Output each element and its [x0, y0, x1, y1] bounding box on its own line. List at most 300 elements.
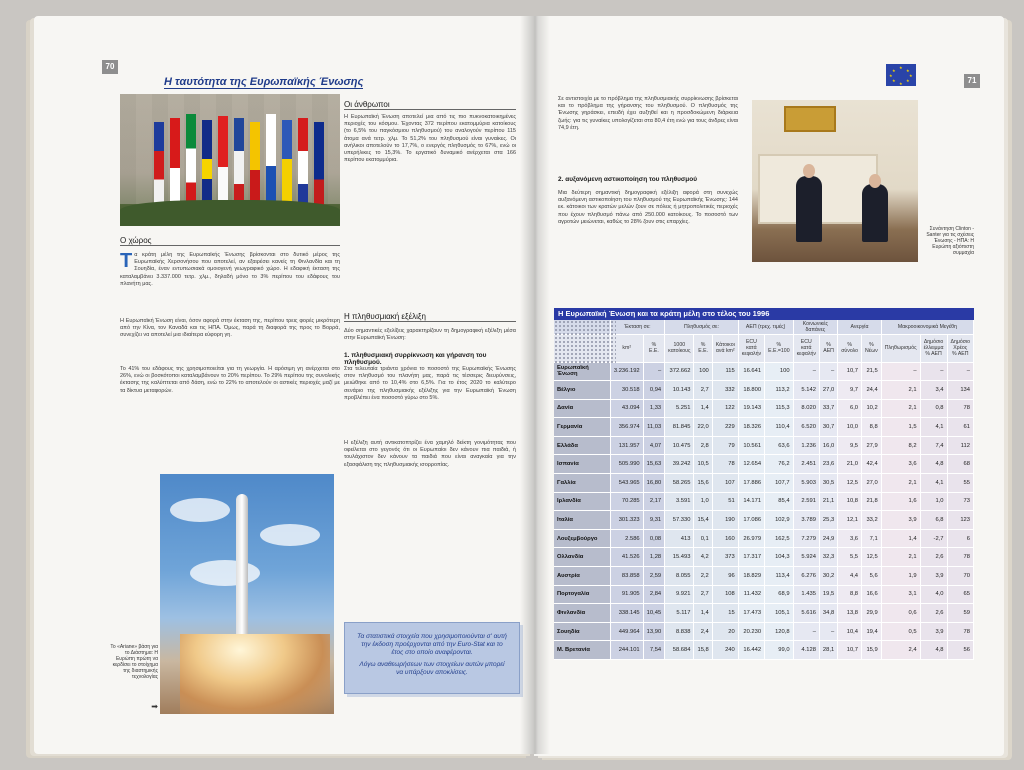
- table-cell: 26.979: [738, 529, 764, 548]
- table-cell: 91.905: [610, 585, 643, 604]
- table-sub-header: % Ε.Ε.: [643, 334, 665, 362]
- table-cell: 85,4: [765, 492, 793, 511]
- table-cell: 70: [947, 567, 973, 586]
- table-cell: 61: [947, 418, 973, 437]
- table-cell: 373: [712, 548, 738, 567]
- table-sub-header: km²: [610, 334, 643, 362]
- table-row: [554, 362, 974, 381]
- section-heading-population: Η πληθυσμιακή εξέλιξη: [344, 312, 516, 322]
- table-cell: 543.965: [610, 474, 643, 493]
- table-cell: 34,8: [819, 604, 837, 623]
- table-cell: 8,2: [881, 436, 920, 455]
- table-cell: 1,4: [881, 529, 920, 548]
- table-cell: –: [947, 362, 973, 381]
- table-cell: 12.654: [738, 455, 764, 474]
- table-cell: 5.616: [793, 604, 819, 623]
- table-cell: 9,5: [838, 436, 862, 455]
- table-cell: 16,0: [819, 436, 837, 455]
- table-cell: 413: [665, 529, 694, 548]
- table-cell: 17.886: [738, 474, 764, 493]
- group-header-population: Πληθυσμός σε:: [665, 320, 739, 334]
- table-cell: 1,4: [694, 399, 712, 418]
- table-cell: 58.684: [665, 641, 694, 660]
- table-cell: 2,1: [881, 474, 920, 493]
- table-cell: 10,4: [838, 622, 862, 641]
- table-sub-header: Δημόσιο έλλειμμα % ΑΕΠ: [920, 334, 947, 362]
- table-cell: 2,7: [694, 585, 712, 604]
- table-row-country: Φινλανδία: [554, 604, 610, 623]
- table-cell: 1,0: [920, 492, 947, 511]
- section-heading-space: Ο χώρος: [120, 236, 340, 246]
- table-cell: 301.323: [610, 511, 643, 530]
- table-cell: 134: [947, 381, 973, 400]
- table-cell: 12,5: [838, 474, 862, 493]
- table-cell: 0,8: [920, 399, 947, 418]
- table-row-country: Μ. Βρετανία: [554, 641, 610, 660]
- table-cell: 27,0: [819, 381, 837, 400]
- table-cell: 58.265: [665, 474, 694, 493]
- table-cell: 1,33: [643, 399, 665, 418]
- table-cell: 15,63: [643, 455, 665, 474]
- table-row: [554, 567, 974, 586]
- table-cell: 6.520: [793, 418, 819, 437]
- table-cell: 3,6: [838, 529, 862, 548]
- table-cell: 2,1: [881, 399, 920, 418]
- population-paragraph-2: Η εξέλιξη αυτή αντικατοπτρίζει ένα χαμηλό δείκτη γονιμότητας που οφείλεται στο γεγονός ότι οι Ευρωπαίοι δεν κάνουν πια παιδιά, ή τουλάχιστον δεν κάνουν τα παιδιά που είναι αναγκαία για την εξασφάλιση της πληθυσμιακής ισορροπίας.: [344, 440, 516, 468]
- table-cell: 43.094: [610, 399, 643, 418]
- table-cell: 21,8: [862, 492, 882, 511]
- table-sub-header: Κάτοικοι ανά km²: [712, 334, 738, 362]
- table-row-country: Λουξεμβούργο: [554, 529, 610, 548]
- arrow-pointer-icon: ➡: [151, 702, 158, 711]
- table-cell: 8.020: [793, 399, 819, 418]
- table-cell: 104,3: [765, 548, 793, 567]
- table-cell: 10.561: [738, 436, 764, 455]
- table-cell: 2,7: [694, 381, 712, 400]
- table-cell: 13,8: [838, 604, 862, 623]
- table-row-country: Σουηδία: [554, 622, 610, 641]
- table-cell: 2,4: [694, 622, 712, 641]
- table-row: [554, 381, 974, 400]
- table-cell: 3,6: [881, 455, 920, 474]
- table-cell: 5.903: [793, 474, 819, 493]
- table-title: Η Ευρωπαϊκή Ένωση και τα κράτη μέλη στο τέλος του 1996: [554, 308, 974, 320]
- note-box: [344, 622, 520, 694]
- table-cell: 33,7: [819, 399, 837, 418]
- table-cell: 24,9: [819, 529, 837, 548]
- table-cell: 16.442: [738, 641, 764, 660]
- table-cell: 4,8: [920, 641, 947, 660]
- table-cell: 59: [947, 604, 973, 623]
- table-cell: 2,6: [920, 604, 947, 623]
- note-line-1: Τα στατιστικά στοιχεία που χρησιμοποιούνται σ' αυτή την έκδοση προέρχονται από την Euro-Stat και το έτος στο οποίο αναφέρονται.: [357, 633, 507, 656]
- table-cell: 9,7: [838, 381, 862, 400]
- table-cell: 9.921: [665, 585, 694, 604]
- table-cell: 10,7: [838, 641, 862, 660]
- table-cell: 108: [712, 585, 738, 604]
- table-cell: 2,8: [694, 436, 712, 455]
- statistics-table: [554, 320, 974, 660]
- table-cell: 27,0: [862, 474, 882, 493]
- table-sub-header: % Νέων: [862, 334, 882, 362]
- table-row-country: Ευρωπαϊκή Ένωση: [554, 362, 610, 381]
- table-cell: –: [819, 362, 837, 381]
- table-cell: 78: [947, 622, 973, 641]
- table-cell: 2,59: [643, 567, 665, 586]
- table-cell: 70.285: [610, 492, 643, 511]
- table-cell: 7,54: [643, 641, 665, 660]
- table-cell: 8.838: [665, 622, 694, 641]
- table-row-country: Ιρλανδία: [554, 492, 610, 511]
- table-cell: 28,1: [819, 641, 837, 660]
- table-cell: 10.143: [665, 381, 694, 400]
- table-cell: 57.330: [665, 511, 694, 530]
- table-cell: 0,6: [881, 604, 920, 623]
- table-cell: 113,4: [765, 567, 793, 586]
- table-cell: 131.957: [610, 436, 643, 455]
- table-cell: 3.236.192: [610, 362, 643, 381]
- table-cell: 5.924: [793, 548, 819, 567]
- table-cell: 10,7: [838, 362, 862, 381]
- table-cell: 3,9: [920, 567, 947, 586]
- table-cell: 229: [712, 418, 738, 437]
- table-row: [554, 529, 974, 548]
- page-number-left: 70: [102, 60, 118, 74]
- table-cell: 4,8: [920, 455, 947, 474]
- table-cell: 2,1: [881, 381, 920, 400]
- table-cell: 1.236: [793, 436, 819, 455]
- table-cell: 21,0: [838, 455, 862, 474]
- table-row: [554, 418, 974, 437]
- table-cell: 15.493: [665, 548, 694, 567]
- table-cell: 18.326: [738, 418, 764, 437]
- table-row-country: Ισπανία: [554, 455, 610, 474]
- table-cell: 2,2: [694, 567, 712, 586]
- table-cell: 16,80: [643, 474, 665, 493]
- table-cell: 2,84: [643, 585, 665, 604]
- table-cell: 73: [947, 492, 973, 511]
- table-cell: –: [819, 622, 837, 641]
- table-cell: 15,4: [694, 511, 712, 530]
- table-cell: 1,5: [881, 418, 920, 437]
- table-cell: 4,0: [920, 585, 947, 604]
- table-cell: 5,6: [862, 567, 882, 586]
- table-cell: 3,4: [920, 381, 947, 400]
- urban-paragraph: Μια δεύτερη σημαντική δημογραφική εξέλιξη αφορά στη συνεχώς αυξανόμενη αστικοποίηση του πληθυσμού της Ευρωπαϊκής Ένωσης: 144 εκ. κάτοικοι των κρατών μελών ζουν σε πόλεις ή μητροπολιτικές περιοχές που έχουν πληθυσμό πάνω από 250.000 κατοίκους. Το ποσοστό των αγροτών μειώνεται, καθώς το 28% ζουν στις επαρχίες.: [558, 190, 738, 225]
- table-row-country: Γαλλία: [554, 474, 610, 493]
- table-corner-sub: [554, 334, 610, 362]
- table-cell: 10,2: [862, 399, 882, 418]
- magazine-spread: [14, 10, 1012, 758]
- table-cell: –: [793, 362, 819, 381]
- table-cell: 65: [947, 585, 973, 604]
- table-cell: 15: [712, 604, 738, 623]
- table-cell: 5.251: [665, 399, 694, 418]
- table-cell: 12,5: [862, 548, 882, 567]
- table-cell: 11.432: [738, 585, 764, 604]
- table-cell: 13,90: [643, 622, 665, 641]
- table-cell: 20: [712, 622, 738, 641]
- group-header-macro: Μακροοικονομικά Μεγέθη: [881, 320, 973, 334]
- table-cell: 17.473: [738, 604, 764, 623]
- table-sub-header: % Ε.Ε.=100: [765, 334, 793, 362]
- table-cell: 42,4: [862, 455, 882, 474]
- table-sub-header: ECU κατά κεφαλήν: [738, 334, 764, 362]
- table-cell: 240: [712, 641, 738, 660]
- table-cell: 505.990: [610, 455, 643, 474]
- table-cell: 23,6: [819, 455, 837, 474]
- table-cell: 3.591: [665, 492, 694, 511]
- table-cell: 8,8: [862, 418, 882, 437]
- table-cell: 68: [947, 455, 973, 474]
- population-subheading: 1. πληθυσμιακή συρρίκνωση και γήρανση του πληθυσμού.: [344, 352, 487, 366]
- table-row: [554, 436, 974, 455]
- table-cell: 63,6: [765, 436, 793, 455]
- table-cell: 7,4: [920, 436, 947, 455]
- table-cell: 6.276: [793, 567, 819, 586]
- people-paragraph: Η Ευρωπαϊκή Ένωση αποτελεί μια από τις πιο πυκνοκατοικημένες περιοχές του κόσμου. Έχοντας 372 περίπου εκατομμύρια κατοίκους (το 6,5% του παγκόσμιου πληθυσμού) του αναλογούν περίπου 115 άτομα ανά τετρ. χλμ. Το 51,2% του πληθυσμού είναι γυναίκες. Οι ανήλικοι αποτελούν το 17,7%, ο ενεργός πληθυσμός το 67%, ενώ οι υπερήλικες το 15,3%. Το εργατικό δυναμικό ανέρχεται στα 166 περίπου εκατομμύρια.: [344, 114, 516, 164]
- table-cell: 10,8: [838, 492, 862, 511]
- table-cell: 25,3: [819, 511, 837, 530]
- table-row: [554, 585, 974, 604]
- table-cell: 55: [947, 474, 973, 493]
- rocket-caption: Το «Ariane» βάση για το Διάστημα: Η Ευρώπη πρώτη να κερδίσει το στοίχημα της διαστημικής τεχνολογίας: [110, 644, 158, 680]
- table-cell: 115: [712, 362, 738, 381]
- table-cell: 112: [947, 436, 973, 455]
- table-sub-header-row: [554, 334, 974, 362]
- group-header-social: Κοινωνικές δαπάνες: [793, 320, 838, 334]
- table-cell: 11,03: [643, 418, 665, 437]
- space-paragraph-3: Το 41% του εδάφους της χρησιμοποιείται για τη γεωργία. Η αρόσιμη γη ανέρχεται στο 26%, ενώ οι βοσκότοποι καταλαμβάνουν το 20% περίπου. Το 29% περίπου της συνολικής έκτασης της καλύπτεται από δάση, ενώ το 22% το αποτελούν οι αστικές περιοχές μαζί με τα δίκτυα μεταφορών.: [120, 366, 340, 394]
- table-cell: 2,17: [643, 492, 665, 511]
- table-cell: 1,6: [881, 492, 920, 511]
- table-cell: 6: [947, 529, 973, 548]
- table-row: [554, 641, 974, 660]
- table-cell: 68,9: [765, 585, 793, 604]
- table-cell: 10.475: [665, 436, 694, 455]
- note-line-2: Λόγω αναθεωρήσεων των στοιχείων αυτών μπορεί να υπάρξουν αποκλίσεις.: [359, 661, 505, 676]
- table-row: [554, 455, 974, 474]
- table-cell: 18.829: [738, 567, 764, 586]
- table-cell: 4,4: [838, 567, 862, 586]
- table-cell: 5,5: [838, 548, 862, 567]
- photo-caption: Συνάντηση Clinton - Santer για τις σχέσεις Ένωσης - ΗΠΑ: Η Ευρώπη αξιόπιστη συμμαχία: [926, 226, 974, 256]
- table-cell: 27,9: [862, 436, 882, 455]
- table-cell: 4,1: [920, 474, 947, 493]
- table-cell: 5.142: [793, 381, 819, 400]
- table-cell: 122: [712, 399, 738, 418]
- table-cell: 7.279: [793, 529, 819, 548]
- table-cell: 6,0: [838, 399, 862, 418]
- table-sub-header: Δημόσιο Χρέος % ΑΕΠ: [947, 334, 973, 362]
- table-cell: 39.242: [665, 455, 694, 474]
- flags-photo: [120, 94, 340, 226]
- table-cell: 160: [712, 529, 738, 548]
- table-cell: 10,45: [643, 604, 665, 623]
- group-header-unemployment: Ανεργία: [838, 320, 882, 334]
- table-cell: 15,6: [694, 474, 712, 493]
- table-cell: 449.964: [610, 622, 643, 641]
- table-cell: 15,9: [862, 641, 882, 660]
- table-cell: 123: [947, 511, 973, 530]
- table-cell: 20.230: [738, 622, 764, 641]
- right-page: [534, 16, 1004, 756]
- table-cell: 10,0: [838, 418, 862, 437]
- table-cell: 0,08: [643, 529, 665, 548]
- table-cell: 33,2: [862, 511, 882, 530]
- group-header-gdp: ΑΕΠ (τρεχ. τιμές): [738, 320, 793, 334]
- left-page: [34, 16, 534, 754]
- table-cell: 15,8: [694, 641, 712, 660]
- table-cell: 8,8: [838, 585, 862, 604]
- table-cell: 79: [712, 436, 738, 455]
- table-cell: 78: [947, 548, 973, 567]
- page-title: Η ταυτότητα της Ευρωπαϊκής Ένωσης: [164, 76, 364, 88]
- table-cell: 372.662: [665, 362, 694, 381]
- table-cell: –: [793, 622, 819, 641]
- table-cell: 2.451: [793, 455, 819, 474]
- table-cell: 6,8: [920, 511, 947, 530]
- table-cell: 2,4: [881, 641, 920, 660]
- table-cell: 29,9: [862, 604, 882, 623]
- table-cell: 21,1: [819, 492, 837, 511]
- table-cell: 78: [712, 455, 738, 474]
- table-row-country: Γερμανία: [554, 418, 610, 437]
- table-sub-header: Πληθωρισμός: [881, 334, 920, 362]
- table-cell: 2,6: [920, 548, 947, 567]
- table-row: [554, 622, 974, 641]
- table-cell: 0,5: [881, 622, 920, 641]
- table-body: [554, 362, 974, 660]
- table-row-country: Ελλάδα: [554, 436, 610, 455]
- table-cell: 10,5: [694, 455, 712, 474]
- table-cell: 16.641: [738, 362, 764, 381]
- table-row-country: Πορτογαλία: [554, 585, 610, 604]
- table-cell: 78: [947, 399, 973, 418]
- table-row-country: Δανία: [554, 399, 610, 418]
- space-paragraph-1: Τα κράτη μέλη της Ευρωπαϊκής Ένωσης βρίσκονται στο δυτικό μέρος της Ευρωπαϊκής Χερσονήσου που αποτελεί, αν εξαιρέσει κανείς τη Φινλανδία και τη Σουηδία, έναν εντυπωσιακά ομοιογενή γεωγραφικό χώρο. Η εδαφική έκταση της καταλαμβάνει 3.337.000 τετρ. χλμ., δηλαδή μόνο το 3% περίπου του εδάφους του πλανήτη μας.: [120, 250, 340, 287]
- table-cell: 56: [947, 641, 973, 660]
- ariane-rocket-photo: [160, 474, 334, 714]
- table-cell: 2.591: [793, 492, 819, 511]
- table-cell: 2,1: [881, 548, 920, 567]
- table-cell: 107,7: [765, 474, 793, 493]
- table-cell: 9,31: [643, 511, 665, 530]
- table-sub-header: 1000 κατοίκους: [665, 334, 694, 362]
- table-row: [554, 399, 974, 418]
- table-cell: –: [920, 362, 947, 381]
- table-cell: 19,5: [819, 585, 837, 604]
- table-cell: 4,1: [920, 418, 947, 437]
- table-sub-header: % σύνολο: [838, 334, 862, 362]
- table-row-country: Ιταλία: [554, 511, 610, 530]
- table-cell: 5.117: [665, 604, 694, 623]
- page-number-right: 71: [964, 74, 980, 88]
- table-cell: 83.858: [610, 567, 643, 586]
- table-cell: –: [643, 362, 665, 381]
- clinton-santer-photo: [752, 100, 918, 262]
- table-sub-header: % Ε.Ε.: [694, 334, 712, 362]
- table-cell: 1,28: [643, 548, 665, 567]
- table-cell: 8.055: [665, 567, 694, 586]
- table-cell: 24,4: [862, 381, 882, 400]
- table-cell: 356.974: [610, 418, 643, 437]
- table-cell: 2.586: [610, 529, 643, 548]
- table-cell: 1,9: [881, 567, 920, 586]
- aging-paragraph: Σε αντιστοιχία με το πρόβλημα της πληθυσμιακής συρρίκνωσης βρίσκεται και το πρόβλημα της γήρανσης του πληθυσμού. Ο πληθυσμός της Ένωσης γηράσκει, επειδή έχει αυξηθεί και η προσδοκώμενη διάρκεια ζωής: για τις γυναίκες υπολογίζεται στα 80,4 έτη ενώ για τους άνδρες είναι 74,9 έτη.: [558, 96, 738, 131]
- table-cell: 120,8: [765, 622, 793, 641]
- table-row: [554, 548, 974, 567]
- eu-flag-icon: ★ ★ ★ ★ ★ ★ ★ ★: [886, 64, 916, 86]
- table-cell: 0,1: [694, 529, 712, 548]
- table-cell: 3.789: [793, 511, 819, 530]
- table-cell: 17.317: [738, 548, 764, 567]
- table-cell: 22,0: [694, 418, 712, 437]
- table-cell: –: [881, 362, 920, 381]
- table-cell: 30,2: [819, 567, 837, 586]
- table-cell: 332: [712, 381, 738, 400]
- table-cell: 105,1: [765, 604, 793, 623]
- table-cell: 3,9: [920, 622, 947, 641]
- table-cell: 32,3: [819, 548, 837, 567]
- section-heading-people: Οι άνθρωποι: [344, 100, 516, 110]
- table-cell: 110,4: [765, 418, 793, 437]
- table-cell: -2,7: [920, 529, 947, 548]
- table-cell: 4,07: [643, 436, 665, 455]
- table-cell: 115,3: [765, 399, 793, 418]
- urban-subheading: 2. αυξανόμενη αστικοποίηση του πληθυσμού: [558, 176, 698, 183]
- table-cell: 162,5: [765, 529, 793, 548]
- table-cell: 190: [712, 511, 738, 530]
- table-cell: 19,4: [862, 622, 882, 641]
- table-cell: 41.526: [610, 548, 643, 567]
- population-paragraph-1: Στα τελευταία τριάντα χρόνια το ποσοστό της Ευρωπαϊκής Ένωσης στον πληθυσμό του πλανήτη μας, παρά τις τέσσερις διευρύνσεις, μειώθηκε από το 10,4% στο 6,5%. Για το έτος 2020 το καλύτερο σενάριο της πληθυσμιακής εξέλιξης για την Ευρωπαϊκή Ένωση προβλέπει ένα ποσοστό γύρω στο 5%.: [344, 366, 516, 401]
- group-header-area: Έκταση σε:: [610, 320, 664, 334]
- dropcap: Τ: [120, 250, 133, 272]
- table-cell: 16,6: [862, 585, 882, 604]
- table-cell: 30,5: [819, 474, 837, 493]
- table-cell: 12,1: [838, 511, 862, 530]
- table-row: [554, 604, 974, 623]
- space-paragraph-2: Η Ευρωπαϊκή Ένωση είναι, όσον αφορά στην έκταση της, περίπου τρεις φορές μικρότερη από την Κίνα, τον Καναδά και τις ΗΠΑ. Όμως, παρά τη διαφορά της προς το Βορρά, συνεχίζει να αποτελεί μια ιδιαίτερα εύφορη γη.: [120, 318, 340, 339]
- table-row: [554, 492, 974, 511]
- table-cell: 19.143: [738, 399, 764, 418]
- table-cell: 4,2: [694, 548, 712, 567]
- population-intro: Δύο σημαντικές εξελίξεις χαρακτηρίζουν τη δημογραφική εξέλιξη μέσα στην Ευρωπαϊκή Ένωση:: [344, 328, 516, 342]
- table-group-header-row: [554, 320, 974, 334]
- table-cell: 30.518: [610, 381, 643, 400]
- table-cell: 17.086: [738, 511, 764, 530]
- table-cell: 1.435: [793, 585, 819, 604]
- table-cell: 338.145: [610, 604, 643, 623]
- table-cell: 102,9: [765, 511, 793, 530]
- table-cell: 4.128: [793, 641, 819, 660]
- table-row-country: Ολλανδία: [554, 548, 610, 567]
- table-corner: [554, 320, 610, 334]
- table-cell: 3,1: [881, 585, 920, 604]
- table-sub-header: % ΑΕΠ: [819, 334, 837, 362]
- table-cell: 244.101: [610, 641, 643, 660]
- table-cell: 30,7: [819, 418, 837, 437]
- table-cell: 51: [712, 492, 738, 511]
- table-cell: 76,2: [765, 455, 793, 474]
- table-cell: 96: [712, 567, 738, 586]
- table-cell: 100: [765, 362, 793, 381]
- table-cell: 3,9: [881, 511, 920, 530]
- table-cell: 7,1: [862, 529, 882, 548]
- table-cell: 100: [694, 362, 712, 381]
- table-cell: 107: [712, 474, 738, 493]
